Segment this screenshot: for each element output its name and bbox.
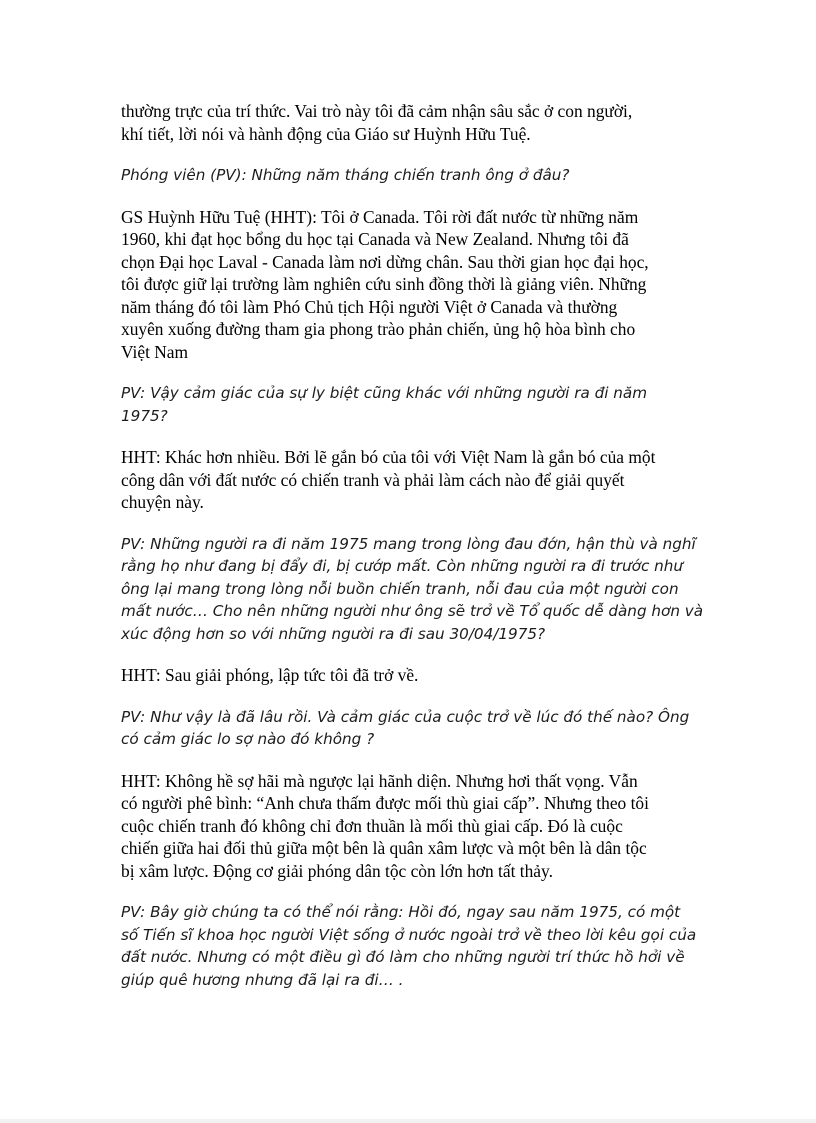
text-line: chiến giữa hai đối thủ giữa một bên là quân xâm lược và một bên là dân tộc <box>121 838 647 858</box>
text-line: công dân với đất nước có chiến tranh và phải làm cách nào để giải quyết <box>121 469 625 490</box>
text-line: đất nước. Nhưng có một điều gì đó làm cho những người trí thức hồ hởi về <box>121 948 685 966</box>
answer-paragraph-2 <box>121 446 701 514</box>
text-line: HHT: Không hề sợ hãi mà ngược lại hãnh diện. Nhưng hơi thất vọng. Vẫn <box>121 770 638 791</box>
text-line: khí tiết, lời nói và hành động của Giáo sư Huỳnh Hữu Tuệ. <box>121 123 531 144</box>
page-bottom-edge <box>0 1119 816 1123</box>
text-line: 1960, khi đạt học bổng du học tại Canada và New Zealand. Nhưng tôi đã <box>121 229 629 249</box>
text-line: PV: Vậy cảm giác của sự ly biệt cũng khác với những người ra đi năm <box>121 384 648 402</box>
text-line: thường trực của trí thức. Vai trò này tôi đã cảm nhận sâu sắc ở con người, <box>121 101 633 121</box>
text-line: rằng họ như đang bị đẩy đi, bị cướp mất. Còn những người ra đi trước như <box>121 557 684 575</box>
text-line: PV: Những người ra đi năm 1975 mang trong lòng đau đớn, hận thù và nghĩ <box>121 534 696 553</box>
answer-paragraph-4 <box>121 770 701 883</box>
text-line: HHT: Sau giải phóng, lập tức tôi đã trở về. <box>121 665 419 685</box>
text-line: chọn Đại học Laval - Canada làm nơi dừng chân. Sau thời gian học đại học, <box>121 251 649 272</box>
text-line: có người phê bình: “Anh chưa thấm được mối thù giai cấp”. Nhưng theo tôi <box>121 793 649 813</box>
text-line: 1975? <box>121 406 168 425</box>
answer-paragraph-1 <box>121 206 701 364</box>
question-paragraph-5 <box>121 901 701 991</box>
text-line: tôi được giữ lại trường làm nghiên cứu sinh đồng thời là giảng viên. Những <box>121 274 647 294</box>
question-paragraph-1 <box>121 164 701 187</box>
answer-paragraph-3 <box>121 664 701 687</box>
answer-paragraph-intro <box>121 100 701 145</box>
text-line: chuyện này. <box>121 492 204 512</box>
question-paragraph-4 <box>121 706 701 751</box>
text-line: ông lại mang trong lòng nỗi buồn chiến tranh, nỗi đau của một người con <box>121 579 679 598</box>
text-line: cuộc chiến tranh đó không chỉ đơn thuần là mối thù giai cấp. Đó là cuộc <box>121 815 623 836</box>
text-line: giúp quê hương nhưng đã lại ra đi… . <box>121 970 404 989</box>
question-paragraph-2 <box>121 382 701 427</box>
text-line: Việt Nam <box>121 341 189 362</box>
text-line: GS Huỳnh Hữu Tuệ (HHT): Tôi ở Canada. Tôi rời đất nước từ những năm <box>121 206 639 227</box>
text-line: PV: Bây giờ chúng ta có thể nói rằng: Hồi đó, ngay sau năm 1975, có một <box>121 903 681 921</box>
document-page <box>121 100 704 1010</box>
text-line: PV: Như vậy là đã lâu rồi. Và cảm giác của cuộc trở về lúc đó thế nào? Ông <box>121 707 690 726</box>
text-line: Phóng viên (PV): Những năm tháng chiến tranh ông ở đâu? <box>121 166 570 184</box>
text-line: xuyên xuống đường tham gia phong trào phản chiến, ủng hộ hòa bình cho <box>121 319 636 339</box>
question-paragraph-3 <box>121 533 704 646</box>
text-line: số Tiến sĩ khoa học người Việt sống ở nước ngoài trở về theo lời kêu gọi của <box>121 925 697 944</box>
text-line: có cảm giác lo sợ nào đó không ? <box>121 730 375 748</box>
text-line: xúc động hơn so với những người ra đi sau 30/04/1975? <box>121 624 546 643</box>
text-line: mất nước… Cho nên những người như ông sẽ trở về Tổ quốc dễ dàng hơn và <box>121 602 704 620</box>
text-line: năm tháng đó tôi làm Phó Chủ tịch Hội người Việt ở Canada và thường <box>121 296 618 317</box>
text-line: bị xâm lược. Động cơ giải phóng dân tộc còn lớn hơn tất thảy. <box>121 860 553 881</box>
text-line: HHT: Khác hơn nhiều. Bởi lẽ gắn bó của tôi với Việt Nam là gắn bó của một <box>121 447 656 467</box>
